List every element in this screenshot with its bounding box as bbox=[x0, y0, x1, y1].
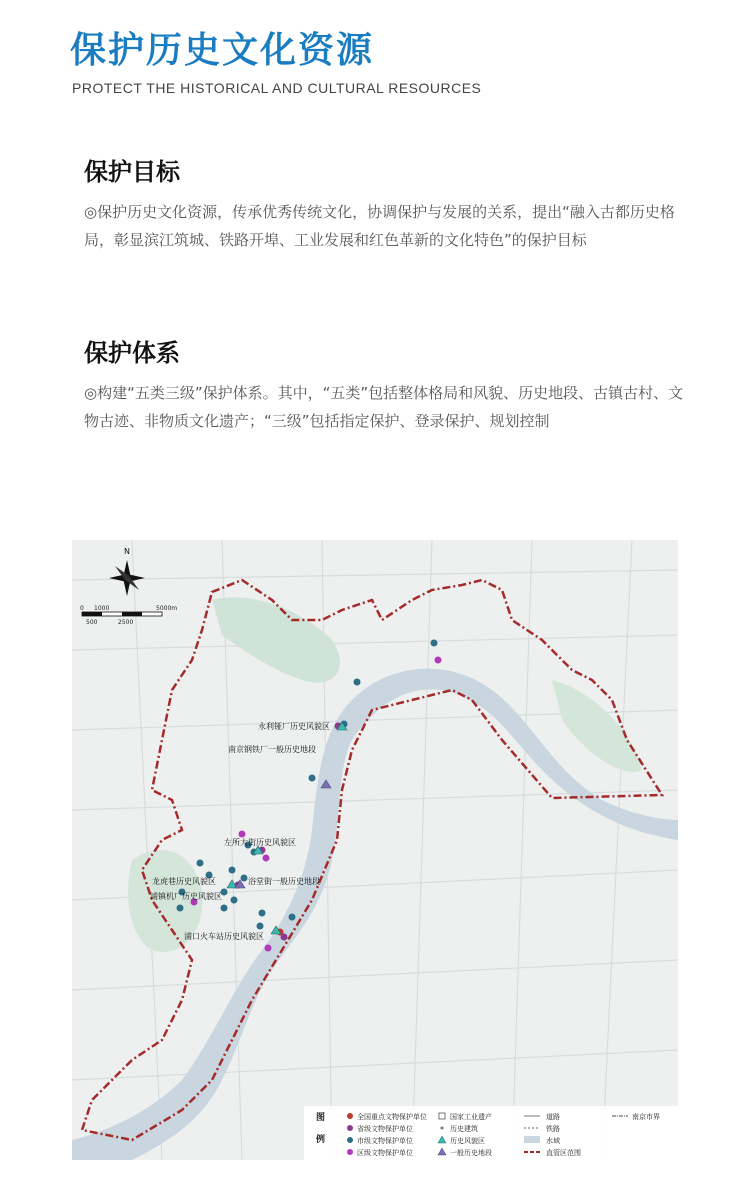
legend-heading-bottom: 例 bbox=[316, 1135, 326, 1145]
legend-label-rail: 铁路 bbox=[546, 1125, 560, 1133]
legend-label-national: 全国重点文物保护单位 bbox=[357, 1113, 427, 1121]
section-body-system: ◎构建“五类三级”保护体系。其中，“五类”包括整体格局和风貌、历史地段、古镇古村、文物古迹、非物质文化遗产；“三级”包括指定保护、登录保护、规划控制 bbox=[84, 384, 684, 430]
north-arrow bbox=[109, 560, 145, 596]
label-pukou-station: 浦口火车站历史风貌区 bbox=[184, 932, 264, 941]
green-belt-east bbox=[552, 680, 642, 772]
legend-label-district: 区级文物保护单位 bbox=[357, 1149, 413, 1157]
label-zuosuo: 左所大街历史风貌区 bbox=[224, 838, 296, 847]
road-network bbox=[72, 540, 678, 1160]
legend-swatch-provincial bbox=[347, 1125, 353, 1131]
green-belt bbox=[212, 597, 340, 682]
legend-label-road: 道路 bbox=[546, 1113, 560, 1121]
scale-label-2500: 2500 bbox=[118, 619, 134, 626]
label-nangang: 南京钢铁厂一般历史地段 bbox=[228, 745, 316, 754]
map-canvas bbox=[72, 540, 678, 1160]
legend-heading-top: 图 bbox=[316, 1113, 326, 1123]
section-heading-goal: 保护目标 bbox=[84, 158, 180, 186]
section-body-goal: ◎保护历史文化资源，传承优秀传统文化，协调保护与发展的关系，提出“融入古都历史格局，彰显滨江筑城、铁路开埠、工业发展和红色革新的文化特色”的保护目标 bbox=[84, 203, 675, 249]
page-subtitle: PROTECT THE HISTORICAL AND CULTURAL RESOURCES bbox=[72, 80, 482, 96]
scale-bar bbox=[80, 605, 177, 626]
label-puzhen: 浦镇机厂历史风貌区 bbox=[150, 892, 222, 901]
label-longhuxiang: 龙虎巷历史风貌区 bbox=[152, 877, 216, 886]
legend-swatch-water bbox=[524, 1136, 540, 1143]
map-legend bbox=[304, 1106, 678, 1160]
label-yutangjie: 浴堂街一般历史地段 bbox=[248, 877, 320, 886]
scale-label-5000: 5000m bbox=[156, 605, 178, 612]
north-label: N bbox=[124, 547, 130, 556]
legend-label-boundary: 直管区范围 bbox=[546, 1149, 581, 1157]
legend-swatch-national bbox=[347, 1113, 353, 1119]
legend-label-citybound: 南京市界 bbox=[632, 1113, 660, 1121]
section-heading-system: 保护体系 bbox=[84, 339, 180, 367]
legend-swatch-building bbox=[441, 1127, 444, 1130]
legend-label-building: 历史建筑 bbox=[450, 1125, 478, 1133]
legend-label-industrial: 国家工业遗产 bbox=[450, 1113, 492, 1121]
scale-label-0: 0 bbox=[80, 605, 84, 612]
scale-label-500: 500 bbox=[86, 619, 98, 626]
page-title: 保护历史文化资源 bbox=[70, 30, 375, 71]
legend-label-district-area: 历史风貌区 bbox=[450, 1137, 485, 1145]
heritage-map bbox=[72, 540, 678, 1160]
legend-swatch-district bbox=[347, 1149, 353, 1155]
legend-label-municipal: 市级文物保护单位 bbox=[357, 1137, 413, 1145]
scale-label-1000: 1000 bbox=[94, 605, 110, 612]
label-yongli: 永利铔厂历史风貌区 bbox=[258, 722, 330, 731]
legend-label-provincial: 省级文物保护单位 bbox=[357, 1125, 413, 1133]
legend-swatch-municipal bbox=[347, 1137, 353, 1143]
legend-label-general-area: 一般历史地段 bbox=[450, 1149, 492, 1157]
legend-label-water: 水域 bbox=[546, 1137, 560, 1145]
